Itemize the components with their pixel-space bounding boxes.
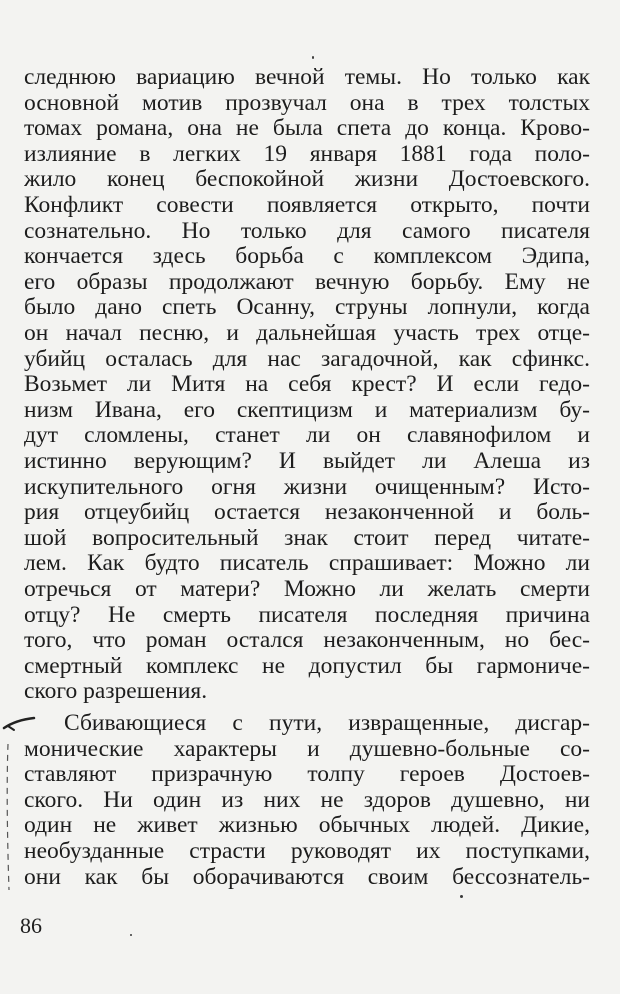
- page-speck: [460, 895, 463, 898]
- text-line: сознательно. Но только для самого писателя: [24, 217, 590, 244]
- text-line: томах романа, она не была спета до конца. Крово-: [24, 115, 590, 142]
- text-line: отречься от матери? Можно ли желать смерти: [24, 576, 590, 602]
- text-line: ставляют призрачную толпу героев Достоев-: [24, 761, 590, 788]
- text-line: жило конец беспокойной жизни Достоевского.: [24, 166, 590, 193]
- text-line: того, что роман остался незаконченным, но бес-: [24, 627, 590, 654]
- text-line: ского. Ни один из них не здоров душевно, ни: [24, 786, 590, 813]
- text-line: отцу? Не смерть писателя последняя причина: [24, 601, 590, 628]
- text-line: истинно верующим? И выйдет ли Алеша из: [24, 448, 590, 474]
- text-line-indented: Сбивающиеся с пути, извращенные, дисгар-: [64, 710, 590, 736]
- text-line: монические характеры и душевно-больные со-: [24, 735, 590, 762]
- text-line: убийц осталась для нас загадочной, как сфинкс.: [24, 345, 590, 372]
- text-line: необузданные страсти руководят их поступками,: [24, 838, 590, 864]
- text-line: рия отцеубийц остается незаконченной и боль-: [24, 499, 590, 526]
- page-number: 86: [20, 913, 42, 938]
- text-line: лем. Как будто писатель спрашивает: Можно ли: [24, 550, 590, 577]
- text-line: его образы продолжают вечную борьбу. Ему не: [24, 268, 590, 295]
- text-line: кончается здесь борьба с комплексом Эдипа,: [24, 243, 590, 270]
- text-line: основной мотив прозвучал она в трех толстых: [24, 89, 590, 116]
- page-speck: [312, 56, 314, 59]
- text-line: дут сломлены, станет ли он славянофилом и: [24, 422, 590, 449]
- text-line: искупительного огня жизни очищенным? Исто-: [24, 473, 590, 500]
- text-line: ского разрешения.: [24, 678, 208, 705]
- pencil-margin-mark: [0, 708, 40, 898]
- text-line: один не живет жизнью обычных людей. Дикие,: [24, 812, 590, 839]
- text-line: Возьмет ли Митя на себя крест? И если гедо-: [24, 371, 590, 398]
- text-line: излияние в легких 19 января 1881 года поло-: [24, 140, 590, 167]
- text-line: смертный комплекс не допустил бы гармониче-: [24, 652, 590, 679]
- text-line: шой вопросительный знак стоит перед читате-: [24, 524, 590, 551]
- text-line: Конфликт совести появляется открыто, почти: [24, 192, 590, 218]
- text-line: следнюю вариацию вечной темы. Но только как: [24, 64, 590, 90]
- text-line: они как бы оборачиваются своим бессознатель-: [24, 863, 590, 890]
- text-line: низм Ивана, его скептицизм и материализм бу-: [24, 396, 590, 423]
- text-line: было дано спеть Осанну, струны лопнули, когда: [24, 294, 590, 321]
- page-speck: [130, 934, 132, 936]
- text-line: он начал песню, и дальнейшая участь трех отце-: [24, 320, 590, 346]
